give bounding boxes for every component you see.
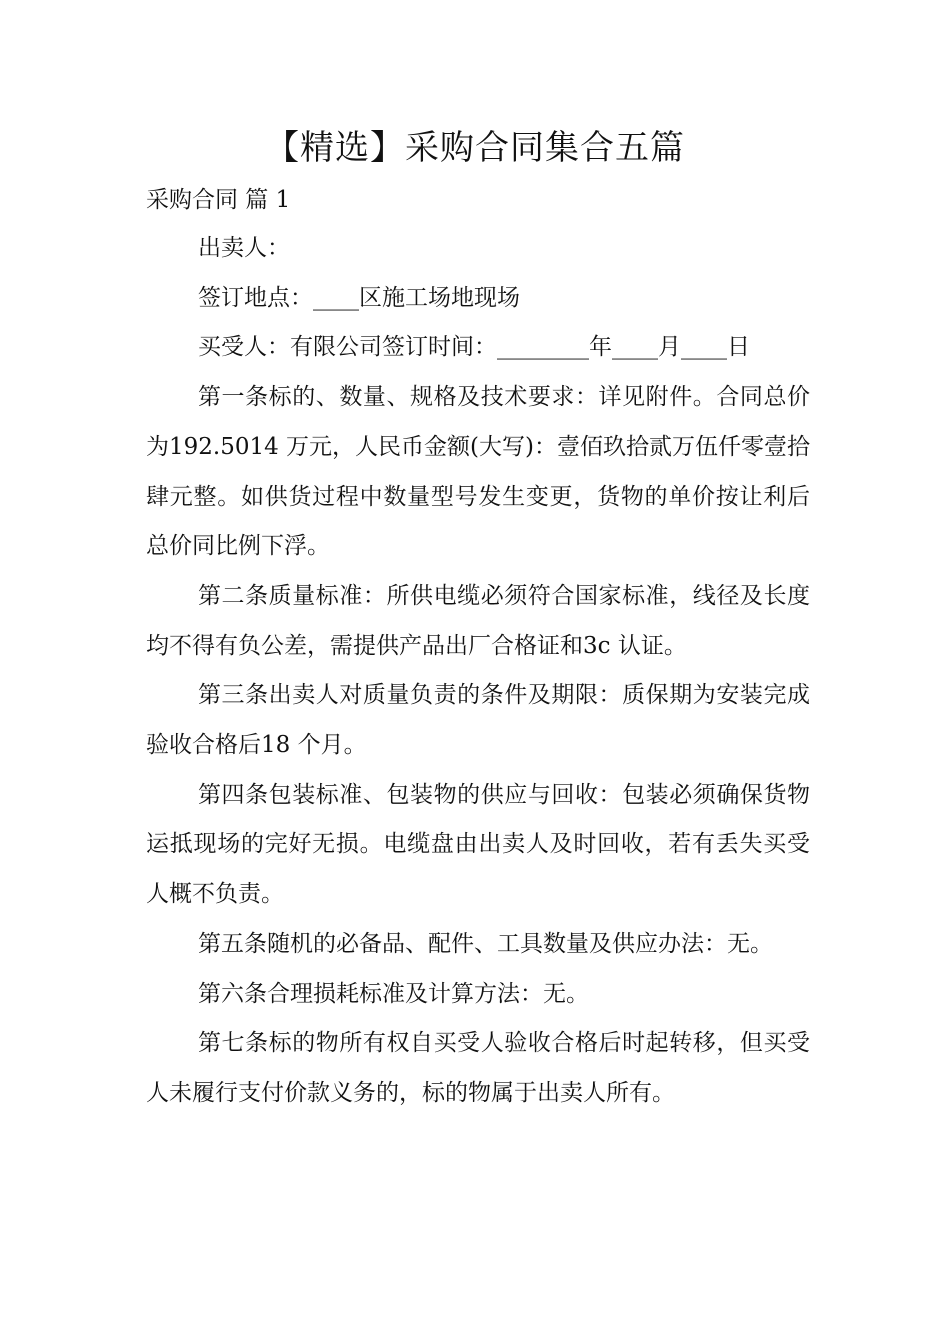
paragraph-article-4: 第四条包装标准、包装物的供应与回收：包装必须确保货物运抵现场的完好无损。电缆盘由出卖人及时回收，若有丢失买受人概不负责。 bbox=[146, 781, 810, 908]
paragraph-article-5: 第五条随机的必备品、配件、工具数量及供应办法：无。 bbox=[198, 930, 773, 957]
paragraph-signing-place: 签订地点：____区施工场地现场 bbox=[198, 284, 520, 311]
paragraph-article-6: 第六条合理损耗标准及计算方法：无。 bbox=[198, 980, 589, 1007]
document-body bbox=[146, 224, 810, 1119]
paragraph-seller: 出卖人： bbox=[198, 235, 290, 261]
paragraph-article-7: 第七条标的物所有权自买受人验收合格后时起转移，但买受人未履行支付价款义务的，标的物属于出卖人所有。 bbox=[146, 1030, 810, 1106]
paragraph-article-3: 第三条出卖人对质量负责的条件及期限：质保期为安装完成验收合格后18 个月。 bbox=[146, 682, 810, 759]
paragraph-article-2: 第二条质量标准：所供电缆必须符合国家标准，线径及长度均不得有负公差，需提供产品出厂合格证和3c 认证。 bbox=[146, 582, 810, 659]
paragraph-article-1: 第一条标的、数量、规格及技术要求：详见附件。合同总价为192.5014 万元，人民币金额(大写)：壹佰玖拾贰万伍仟零壹拾肆元整。如供货过程中数量型号发生变更，货物的单价按让利后总价同比例下浮。 bbox=[146, 384, 811, 560]
paragraph-buyer-signing-time: 买受人：有限公司签订时间：________年____月____日 bbox=[198, 334, 750, 361]
section-heading: 采购合同 篇 1 bbox=[146, 187, 291, 213]
document-title: 【精选】采购合同集合五篇 bbox=[265, 128, 685, 168]
